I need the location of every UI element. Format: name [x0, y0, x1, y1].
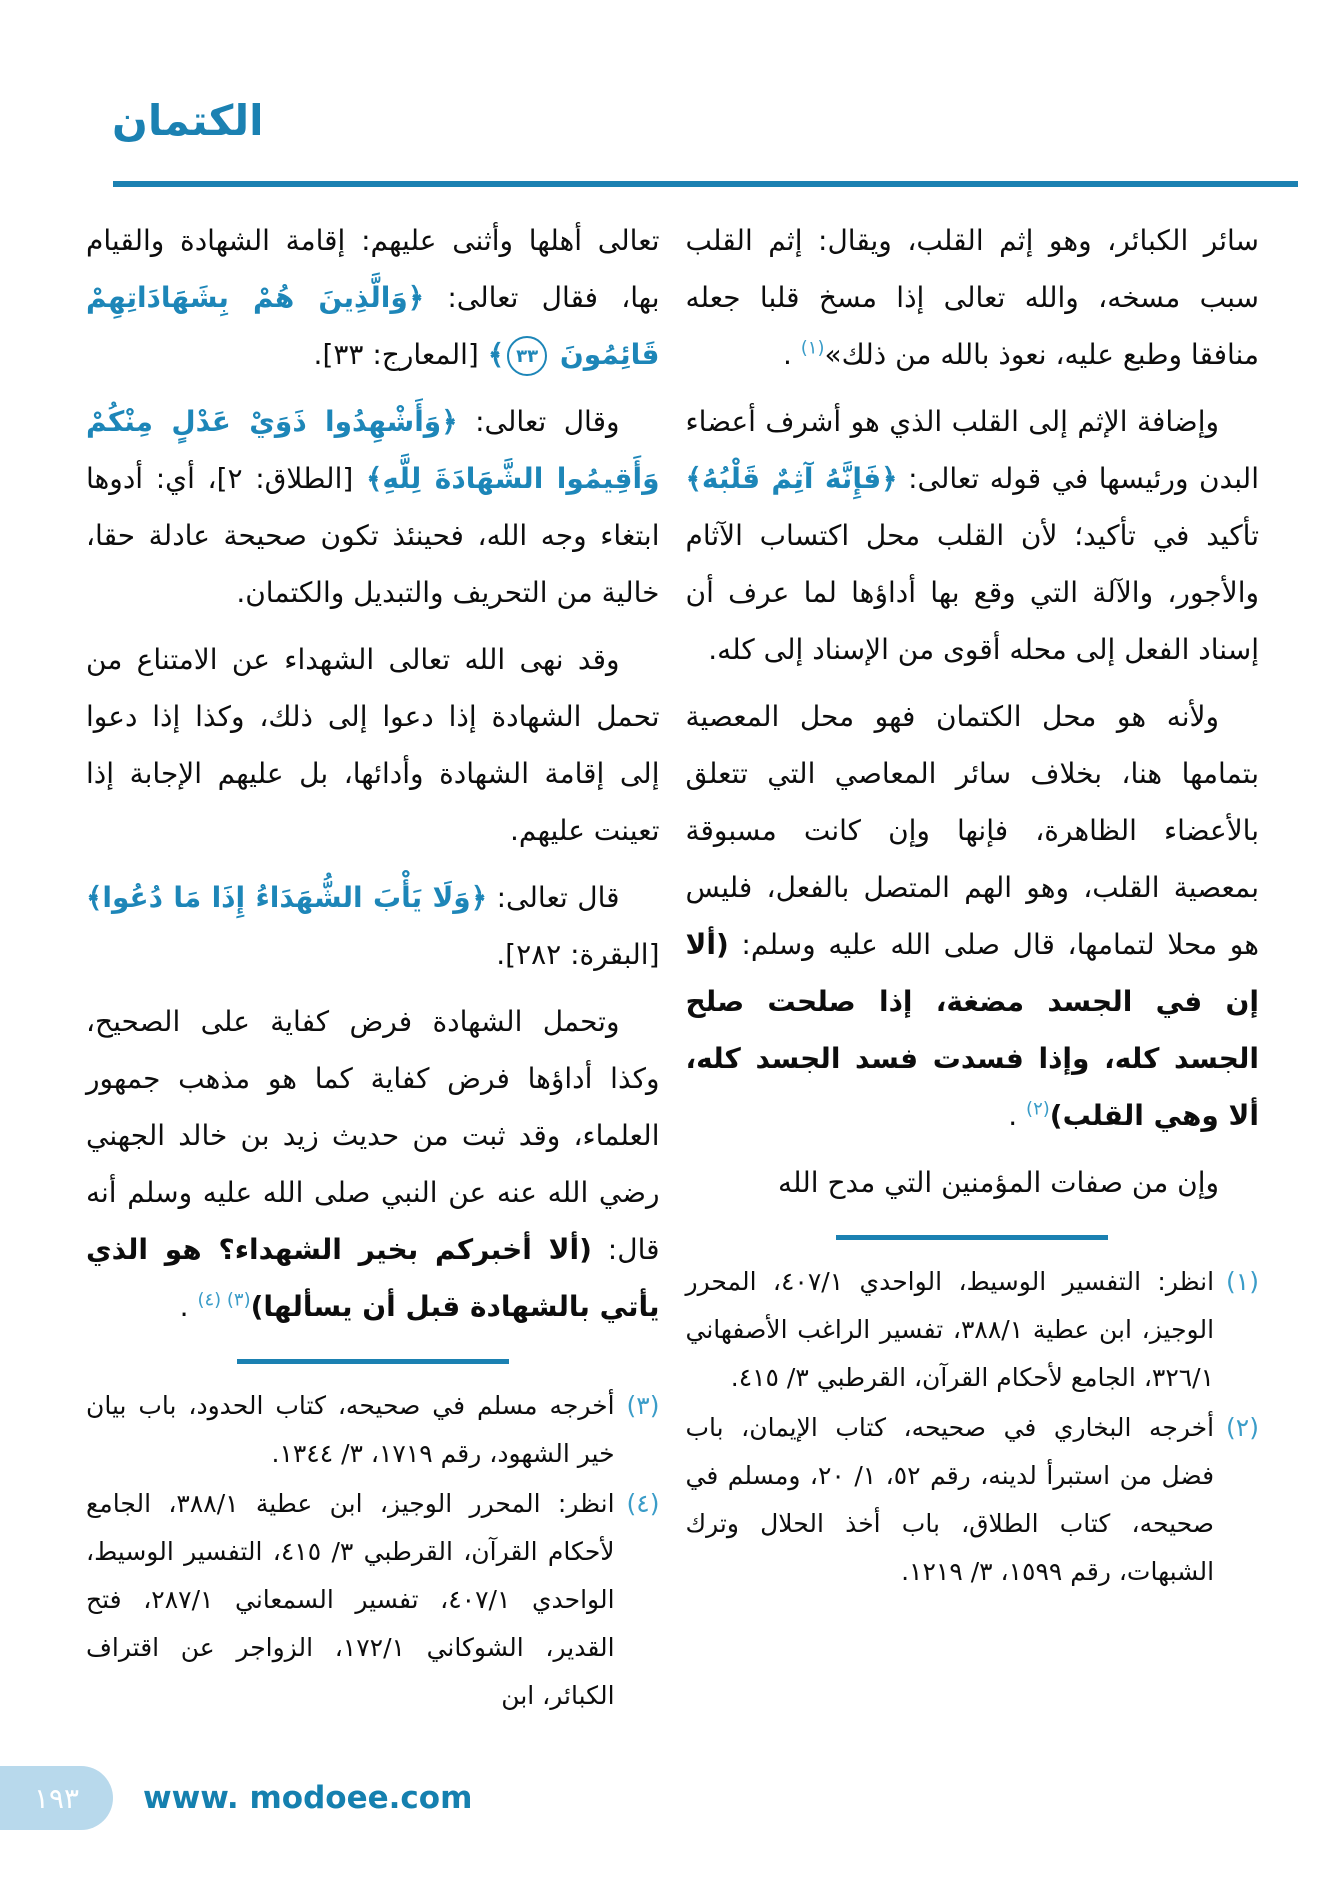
header-rule	[113, 181, 1298, 187]
footnote-separator	[836, 1235, 1108, 1240]
body-text: تأكيد في تأكيد؛ لأن القلب محل اكتساب الآثام والأجور، والآلة التي وقع بها أداؤها لما عرف أن إسناد الفعل إلى محله أقوى من الإسناد إلى كله.	[685, 519, 1259, 666]
body-text: وإضافة الإثم إلى القلب الذي هو أشرف أعضاء البدن ورئيسها في قوله تعالى:	[685, 405, 1259, 495]
footnote-ref: (٣) (٤)	[197, 1289, 251, 1311]
paragraph	[86, 869, 660, 983]
paragraph	[86, 993, 660, 1335]
paragraph	[86, 393, 660, 621]
website-url: www. modoee.com	[143, 1780, 473, 1816]
paragraph	[686, 1154, 1260, 1211]
column-left	[86, 212, 660, 1722]
footnote-text: أخرجه مسلم في صحيحه، كتاب الحدود، باب بيان خير الشهود، رقم ١٧١٩، ٣/ ١٣٤٤.	[86, 1391, 615, 1468]
page-number: ١٩٣	[33, 1781, 80, 1815]
paragraph	[686, 393, 1260, 678]
column-left-paragraphs	[86, 212, 660, 1335]
body-text: وتحمل الشهادة فرض كفاية على الصحيح، وكذا أداؤها فرض كفاية كما هو مذهب جمهور العلماء، وقد ثبت من حديث زيد بن خالد الجهني رضي الله عنه عن النبي صلى الله عليه وسلم أنه قال:	[86, 1005, 660, 1266]
footnote-ref: (٢)	[1026, 1098, 1050, 1120]
body-text: وقد نهى الله تعالى الشهداء عن الامتناع من تحمل الشهادة إذا دعوا إلى ذلك، وكذا إذا دعوا إلى إقامة الشهادة وأدائها، بل عليهم الإجابة إذا تعينت عليهم.	[86, 643, 660, 847]
body-text: ولأنه هو محل الكتمان فهو محل المعصية بتمامها هنا، بخلاف سائر المعاصي التي تتعلق بالأعضاء الظاهرة، فإنها وإن كانت مسبوقة بمعصية القلب، وهو الهم المتصل بالفعل، فليس هو محلا لتمامها، قال صلى الله عليه وسلم:	[685, 700, 1259, 961]
quran-verse: ﴿وَالَّذِينَ هُمْ بِشَهَادَاتِهِمْ قَائِمُونَ	[86, 281, 660, 371]
body-text: .	[1008, 1099, 1027, 1132]
paragraph	[686, 212, 1260, 383]
quran-verse: ﴿فَإِنَّهُ آثِمٌ قَلْبُهُ﴾	[685, 462, 898, 495]
paragraph	[86, 631, 660, 859]
hadith-bold: (ألا أخبركم بخير الشهداء؟ هو الذي يأتي بالشهادة قبل أن يسألها)	[86, 1233, 660, 1323]
footnote-item	[686, 1404, 1260, 1596]
body-text: وقال تعالى:	[457, 405, 620, 438]
body-text: .	[782, 338, 801, 371]
footnote-text: انظر: المحرر الوجيز، ابن عطية ٣٨٨/١، الجامع لأحكام القرآن، القرطبي ٣/ ٤١٥، التفسير الوسيط، الواحدي ٤٠٧/١، تفسير السمعاني ٢٨٧/١، فتح القدير، الشوكاني ١٧٢/١، الزواجر عن اقتراف الكبائر، ابن	[86, 1489, 615, 1710]
page-number-badge	[0, 1766, 113, 1830]
footnote-text: انظر: التفسير الوسيط، الواحدي ٤٠٧/١، المحرر الوجيز، ابن عطية ٣٨٨/١، تفسير الراغب الأصفهاني ٣٢٦/١، الجامع لأحكام القرآن، القرطبي ٣/ ٤١٥.	[685, 1267, 1215, 1392]
body-text: وإن من صفات المؤمنين التي مدح الله	[777, 1166, 1219, 1199]
footnote-text: أخرجه البخاري في صحيحه، كتاب الإيمان، باب فضل من استبرأ لدينه، رقم ٥٢، ١/ ٢٠، ومسلم في صحيحه، كتاب الطلاق، باب أخذ الحلال وترك الشبهات، رقم ١٥٩٩، ٣/ ١٢١٩.	[685, 1413, 1215, 1586]
paragraph	[686, 688, 1260, 1144]
chapter-title: الكتمان	[112, 96, 264, 145]
footnote-separator	[237, 1359, 509, 1364]
body-text: قال تعالى:	[487, 881, 620, 914]
column-right	[686, 212, 1260, 1722]
body-text: سائر الكبائر، وهو إثم القلب، ويقال: إثم القلب سبب مسخه، والله تعالى إذا مسخ قلبا جعله منافقا وطبع عليه، نعوذ بالله من ذلك»	[685, 224, 1259, 371]
page-body	[86, 212, 1259, 1722]
footnote-ref: (١)	[800, 337, 825, 359]
footnote-number: (١)	[1226, 1267, 1259, 1296]
column-right-paragraphs	[686, 212, 1260, 1211]
body-text: [الطلاق: ٢]، أي: أدوها ابتغاء وجه الله، فحينئذ تكون صحيحة عادلة حقا، خالية من التحريف والتبديل والكتمان.	[86, 462, 660, 609]
body-text: [البقرة: ٢٨٢].	[496, 938, 660, 971]
quran-verse: ﴿وَلَا يَأْبَ الشُّهَدَاءُ إِذَا مَا دُعُوا﴾	[86, 881, 488, 914]
footnote-number: (٢)	[1226, 1413, 1259, 1442]
column-right-footnotes	[686, 1258, 1260, 1596]
footnote-number: (٤)	[626, 1489, 660, 1518]
footnote-number: (٣)	[626, 1391, 660, 1420]
ayah-number-medallion: ٣٣	[507, 336, 547, 376]
column-left-footnotes	[86, 1382, 660, 1720]
footnote-item	[86, 1382, 660, 1478]
body-text: تعالى أهلها وأثنى عليهم: إقامة الشهادة والقيام بها، فقال تعالى:	[86, 224, 660, 314]
quran-verse: ﴿وَأَشْهِدُوا ذَوَيْ عَدْلٍ مِنْكُمْ وَأَقِيمُوا الشَّهَادَةَ لِلَّهِ﴾	[86, 405, 660, 495]
body-text: [المعارج: ٣٣].	[313, 338, 488, 371]
paragraph	[86, 212, 660, 383]
hadith-bold: (ألا إن في الجسد مضغة، إذا صلحت صلح الجسد كله، وإذا فسدت فسد الجسد كله، ألا وهي القلب)	[685, 928, 1259, 1132]
footnote-item	[686, 1258, 1260, 1402]
body-text: .	[179, 1290, 198, 1323]
footnote-item	[86, 1480, 660, 1720]
quran-verse: ﴾	[487, 338, 505, 371]
